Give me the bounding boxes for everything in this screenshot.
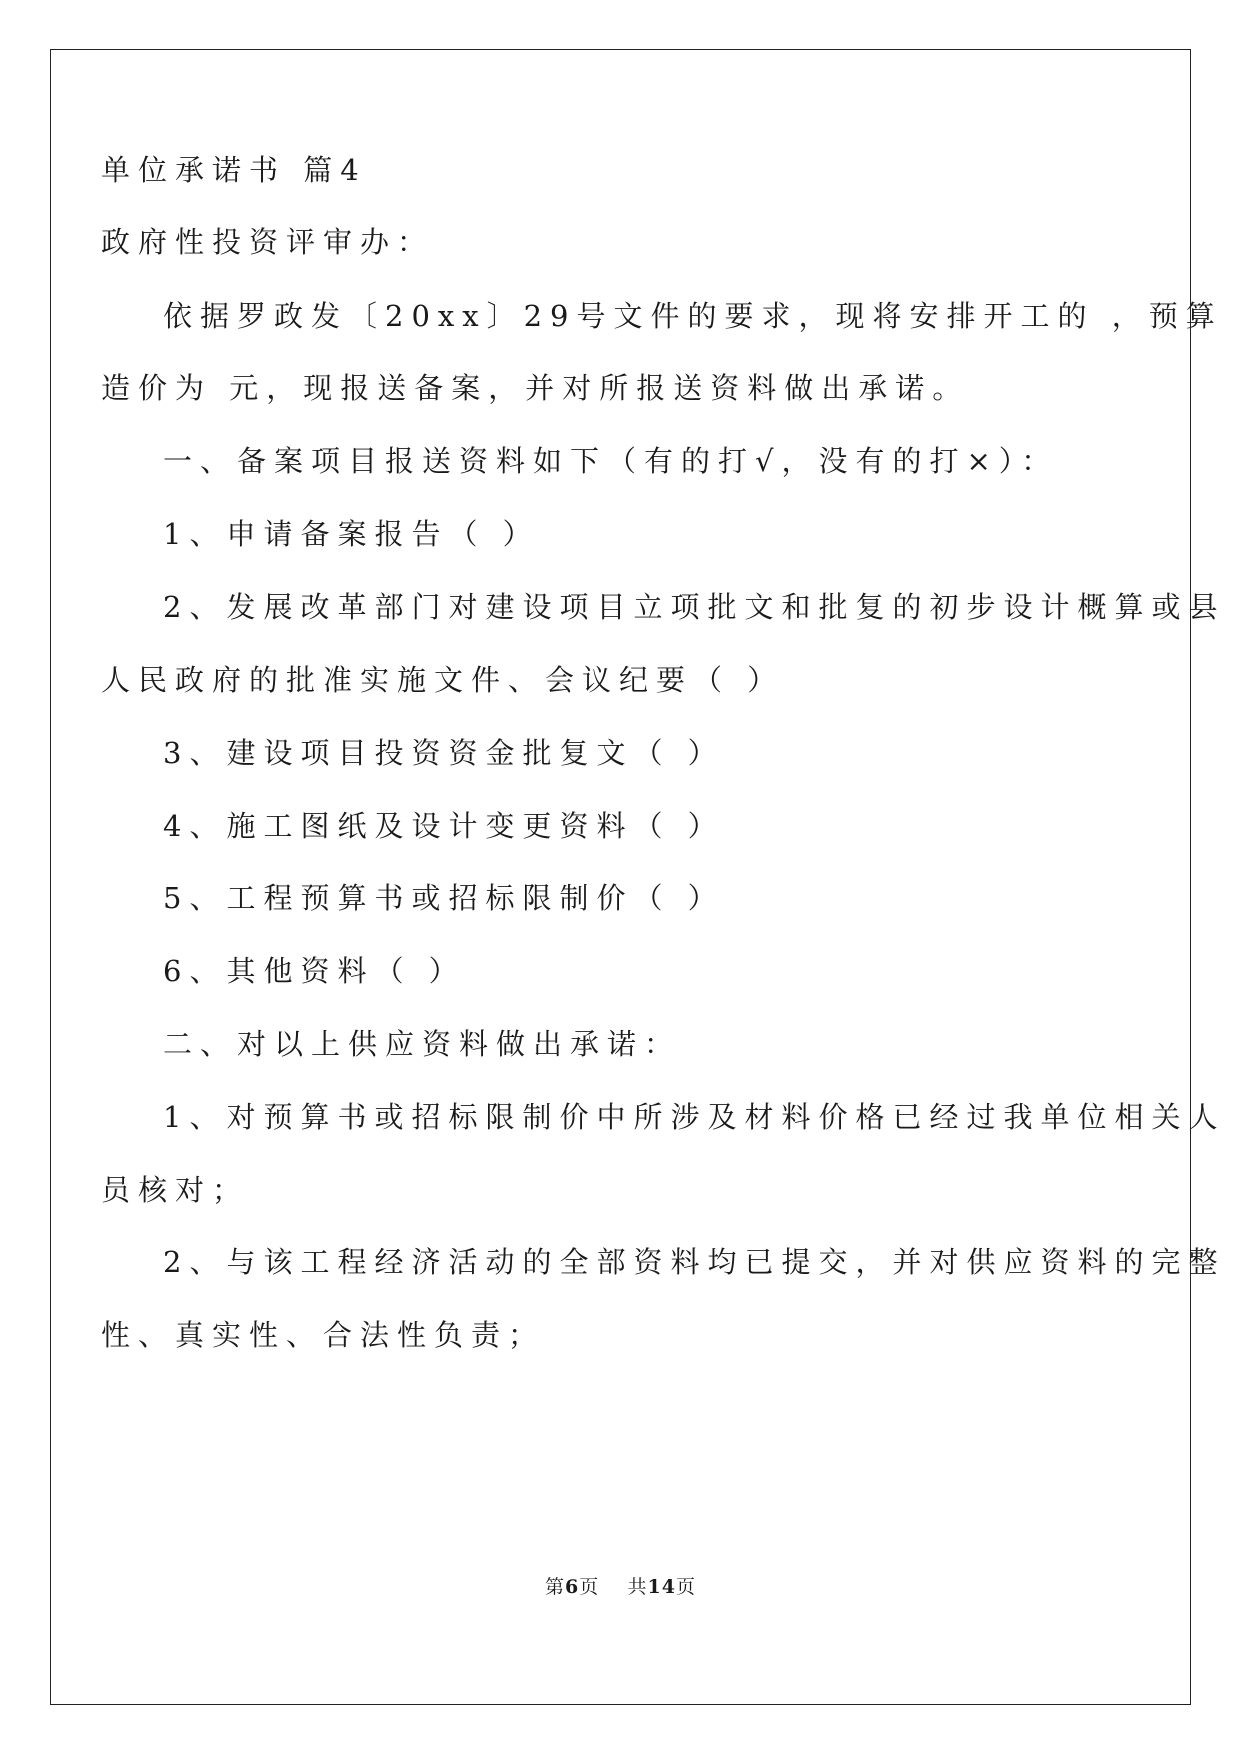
total-prefix: 共	[627, 1576, 648, 1598]
list-item: 2、发展改革部门对建设项目立项批文和批复的初步设计概算或县	[163, 590, 1226, 624]
list-item: 6、其他资料（ ）	[163, 954, 466, 988]
list-item: 1、对预算书或招标限制价中所涉及材料价格已经过我单位相关人	[163, 1100, 1226, 1134]
document-heading: 单位承诺书 篇4	[101, 153, 367, 187]
paragraph-line: 依据罗政发〔20xx〕29号文件的要求，现将安排开工的 ，预算	[163, 299, 1223, 333]
list-item: 5、工程预算书或招标限制价（ ）	[163, 881, 725, 915]
page-footer	[0, 1572, 1241, 1599]
paragraph-line: 造价为 元，现报送备案，并对所报送资料做出承诺。	[101, 371, 970, 405]
section-heading: 二、对以上供应资料做出承诺：	[163, 1027, 682, 1061]
list-item-continuation: 员核对；	[101, 1173, 250, 1207]
total-suffix: 页	[675, 1576, 696, 1598]
addressee: 政府性投资评审办：	[101, 225, 435, 259]
footer-prefix: 第	[545, 1576, 566, 1598]
list-item: 3、建设项目投资资金批复文（ ）	[163, 736, 725, 770]
page-number: 6	[565, 1576, 580, 1598]
section-heading: 一、备案项目报送资料如下（有的打√，没有的打×）：	[163, 444, 1059, 478]
list-item: 4、施工图纸及设计变更资料（ ）	[163, 809, 725, 843]
list-item-continuation: 人民政府的批准实施文件、会议纪要（ ）	[101, 663, 785, 697]
list-item: 2、与该工程经济活动的全部资料均已提交，并对供应资料的完整	[163, 1245, 1226, 1279]
list-item-continuation: 性、真实性、合法性负责；	[101, 1318, 546, 1352]
page-suffix: 页	[579, 1576, 600, 1598]
list-item: 1、申请备案报告（ ）	[163, 517, 540, 551]
total-pages: 14	[647, 1576, 676, 1598]
